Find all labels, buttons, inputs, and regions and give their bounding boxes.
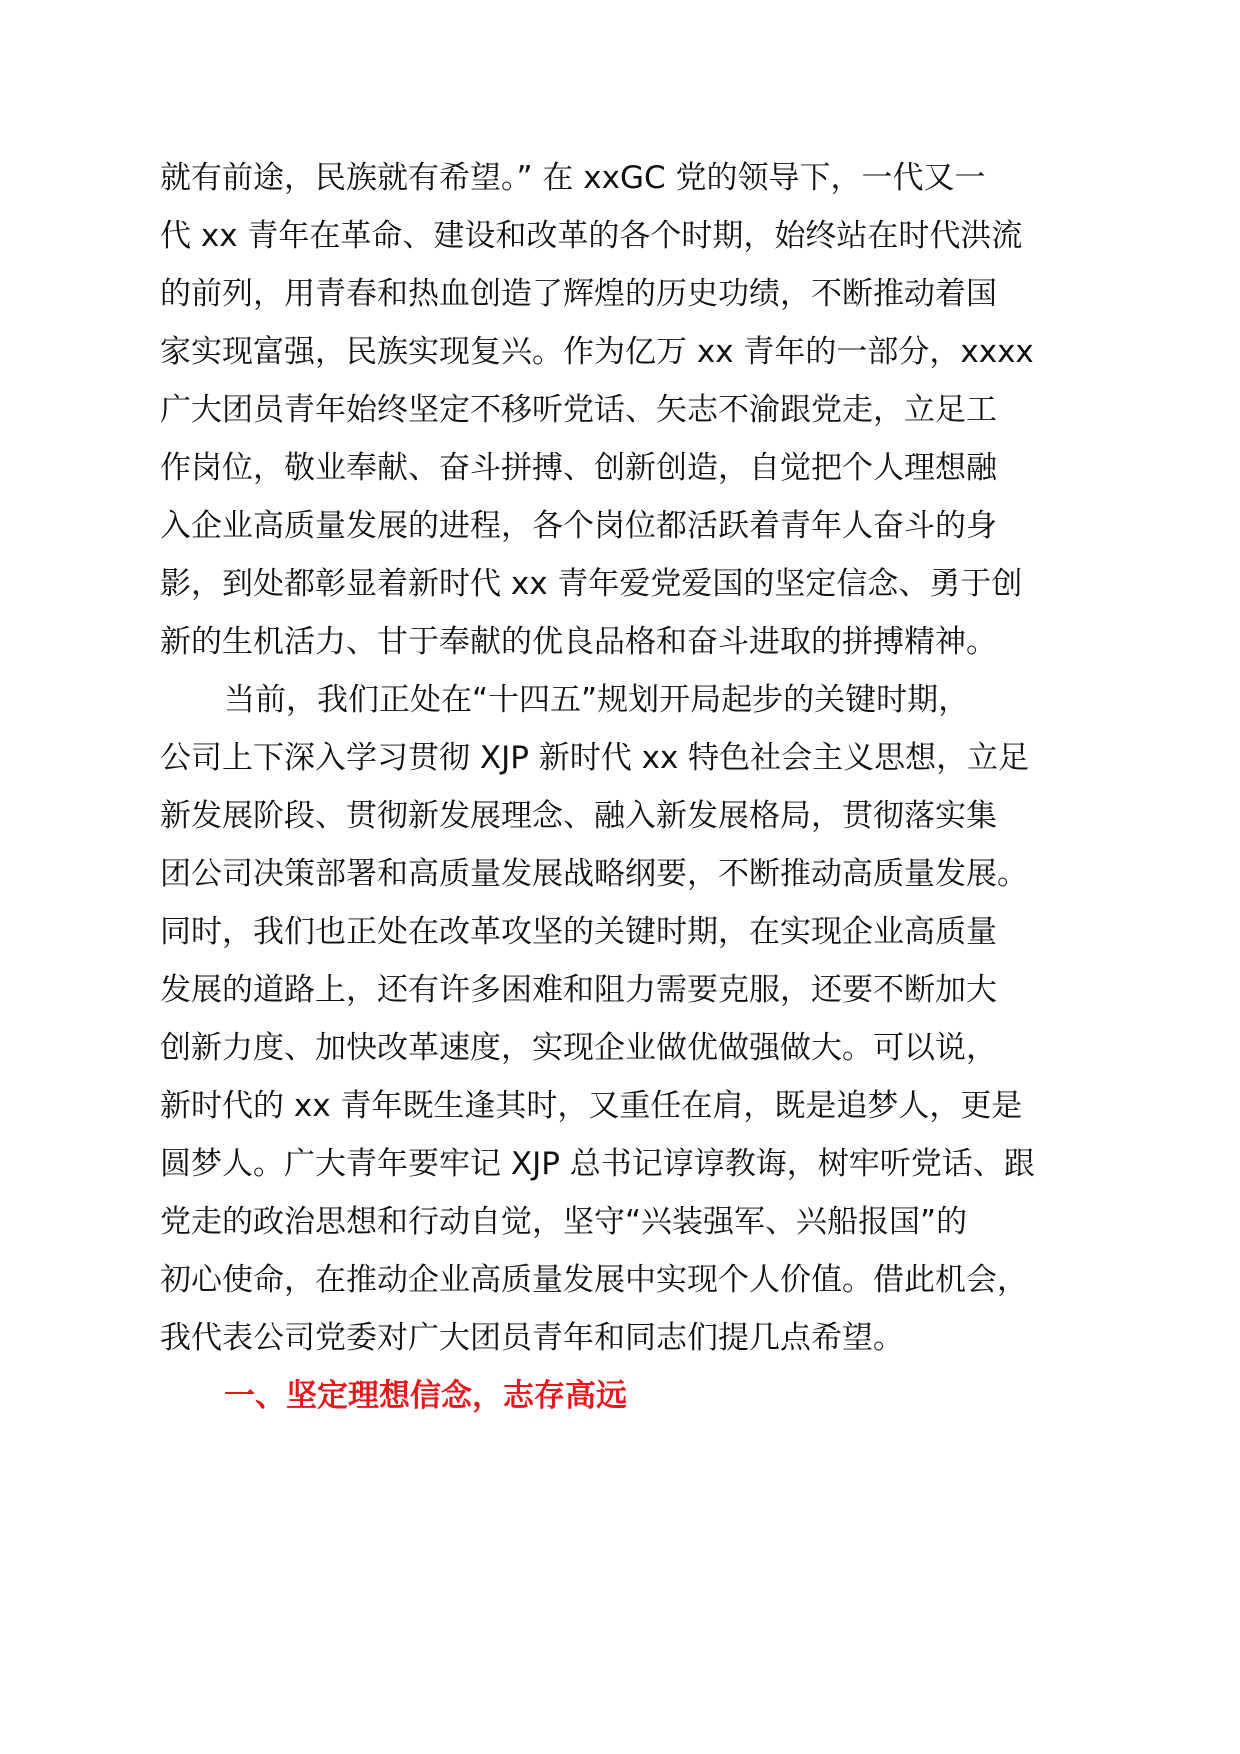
paragraph-line: 初心使命，在推动企业高质量发展中实现个人价值。借此机会， bbox=[160, 1262, 1028, 1298]
paragraph-line: 同时，我们也正处在改革攻坚的关键时期，在实现企业高质量 bbox=[160, 914, 997, 950]
paragraph-line: 发展的道路上，还有许多困难和阻力需要克服，还要不断加大 bbox=[160, 972, 997, 1008]
paragraph-line: 团公司决策部署和高质量发展战略纲要，不断推动高质量发展。 bbox=[160, 856, 1028, 892]
paragraph-line: 家实现富强，民族实现复兴。作为亿万 xx 青年的一部分，xxxx bbox=[160, 334, 1034, 370]
paragraph-line: 影，到处都彰显着新时代 xx 青年爱党爱国的坚定信念、勇于创 bbox=[160, 566, 1023, 602]
paragraph-line: 创新力度、加快改革速度，实现企业做优做强做大。可以说， bbox=[160, 1030, 997, 1066]
paragraph-line: 入企业高质量发展的进程，各个岗位都活跃着青年人奋斗的身 bbox=[160, 508, 997, 544]
paragraph-line: 新时代的 xx 青年既生逢其时，又重任在肩，既是追梦人，更是 bbox=[160, 1088, 1023, 1124]
paragraph-line: 代 xx 青年在革命、建设和改革的各个时期，始终站在时代洪流 bbox=[160, 218, 1023, 254]
paragraph-line: 作岗位，敬业奉献、奋斗拼搏、创新创造，自觉把个人理想融 bbox=[160, 450, 997, 486]
paragraph-line: 就有前途，民族就有希望。” 在 xxGC 党的领导下，一代又一 bbox=[160, 160, 986, 196]
paragraph-line: 的前列，用青春和热血创造了辉煌的历史功绩，不断推动着国 bbox=[160, 276, 997, 312]
paragraph-line: 圆梦人。广大青年要牢记 XJP 总书记谆谆教诲，树牢听党话、跟 bbox=[160, 1146, 1035, 1182]
section-heading: 一、坚定理想信念，志存高远 bbox=[224, 1378, 627, 1414]
paragraph-line: 新的生机活力、甘于奉献的优良品格和奋斗进取的拼搏精神。 bbox=[160, 624, 997, 660]
paragraph-line: 党走的政治思想和行动自觉，坚守“兴装强军、兴船报国”的 bbox=[160, 1204, 968, 1240]
paragraph-first-line: 当前，我们正处在“十四五”规划开局起步的关键时期， bbox=[224, 682, 970, 718]
paragraph-line: 新发展阶段、贯彻新发展理念、融入新发展格局，贯彻落实集 bbox=[160, 798, 997, 834]
paragraph-line: 公司上下深入学习贯彻 XJP 新时代 xx 特色社会主义思想，立足 bbox=[160, 740, 1030, 776]
paragraph-line: 我代表公司党委对广大团员青年和同志们提几点希望。 bbox=[160, 1320, 904, 1356]
paragraph-line: 广大团员青年始终坚定不移听党话、矢志不渝跟党走，立足工 bbox=[160, 392, 997, 428]
